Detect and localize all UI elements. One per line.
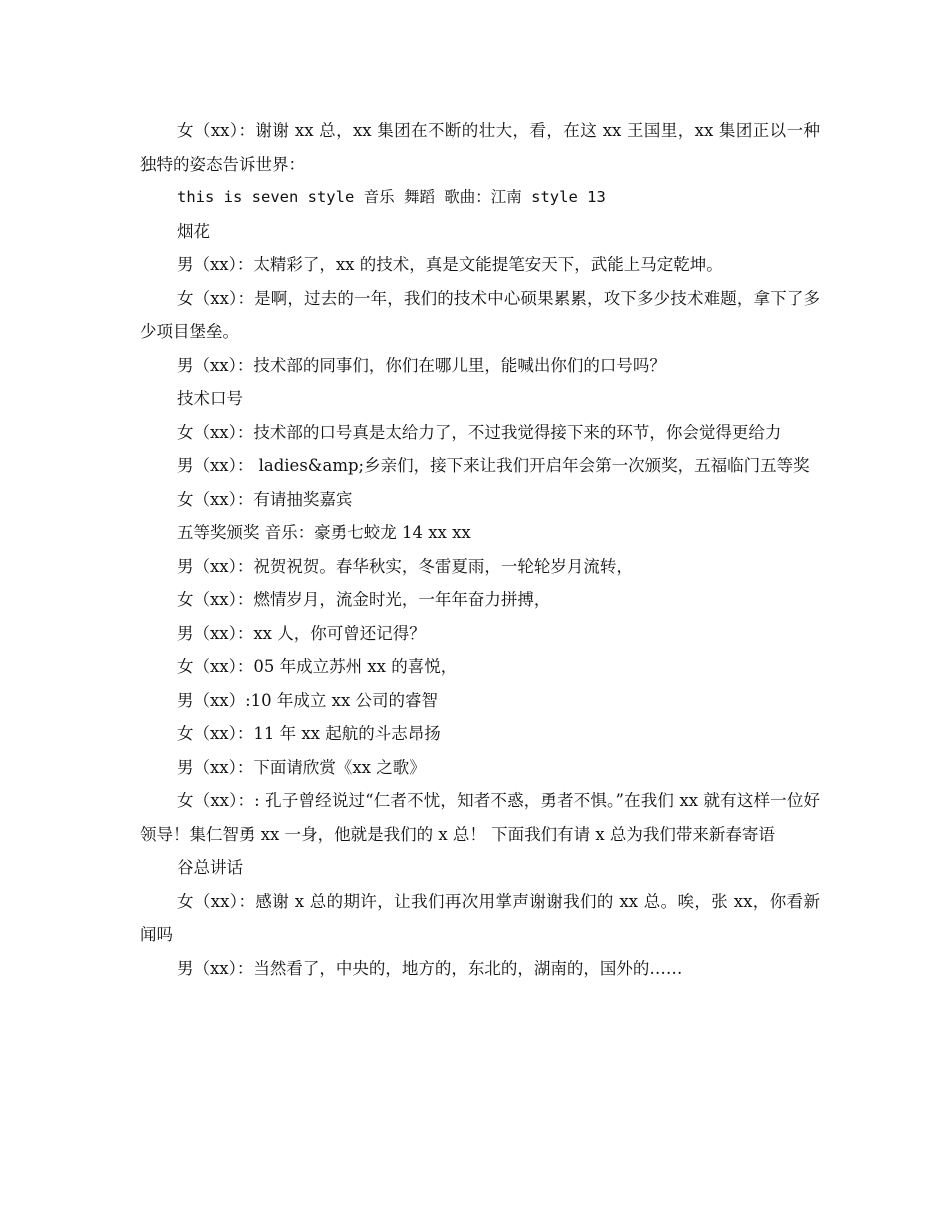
document-body	[140, 114, 820, 985]
paragraph-16: 男（xx）:10 年成立 xx 公司的睿智	[177, 690, 439, 710]
paragraph-4: 男（xx）：太精彩了，xx 的技术，真是文能提笔安天下，武能上马定乾坤。	[177, 255, 723, 274]
paragraph-5: 女（xx）：是啊，过去的一年，我们的技术中心硕果累累，攻下多少技术难题，拿下了多少项目堡垒。	[140, 288, 820, 341]
paragraph-13: 女（xx）：燃情岁月，流金时光，一年年奋力拼搏，	[177, 590, 551, 609]
paragraph-22: 男（xx）：当然看了，中央的，地方的，东北的，湖南的，国外的……	[177, 958, 683, 978]
paragraph-1: 女（xx）：谢谢 xx 总，xx 集团在不断的壮大，看，在这 xx 王国里，xx 集团正以一种独特的姿态告诉世界：	[140, 121, 820, 174]
paragraph-11: 五等奖颁奖 音乐：豪勇七蛟龙 14 xx xx	[177, 523, 471, 542]
paragraph-10: 女（xx）：有请抽奖嘉宾	[177, 489, 353, 509]
paragraph-21: 女（xx）：感谢 x 总的期许，让我们再次用掌声谢谢我们的 xx 总。唉，张 xx，你看新闻吗	[140, 891, 820, 944]
paragraph-12: 男（xx）：祝贺祝贺。春华秋实，冬雷夏雨，一轮轮岁月流转，	[177, 556, 633, 576]
paragraph-18: 男（xx）：下面请欣赏《xx 之歌》	[177, 757, 426, 777]
paragraph-19: 女（xx）：: 孔子曾经说过“仁者不忧，知者不惑，勇者不惧。”在我们 xx 就有这样一位好领导！集仁智勇 xx 一身，他就是我们的 x 总！ 下面我们有请 x 总为我们带来新春寄语	[140, 791, 820, 844]
paragraph-20: 谷总讲话	[177, 858, 243, 877]
paragraph-2: this is seven style 音乐 舞蹈 歌曲：江南 style 13	[177, 188, 606, 206]
paragraph-3: 烟花	[177, 221, 210, 241]
paragraph-17: 女（xx）：11 年 xx 起航的斗志昂扬	[177, 724, 441, 743]
paragraph-14: 男（xx）：xx 人，你可曾还记得？	[177, 623, 426, 643]
paragraph-8: 女（xx）：技术部的口号真是太给力了，不过我觉得接下来的环节，你会觉得更给力	[177, 422, 782, 442]
paragraph-7: 技术口号	[177, 389, 243, 408]
paragraph-6: 男（xx）：技术部的同事们，你们在哪儿里，能喊出你们的口号吗？	[177, 355, 666, 375]
paragraph-15: 女（xx）：05 年成立苏州 xx 的喜悦，	[177, 657, 458, 676]
paragraph-9: 男（xx）： ladies&amp;乡亲们，接下来让我们开启年会第一次颁奖，五福临门五等奖	[177, 456, 810, 475]
